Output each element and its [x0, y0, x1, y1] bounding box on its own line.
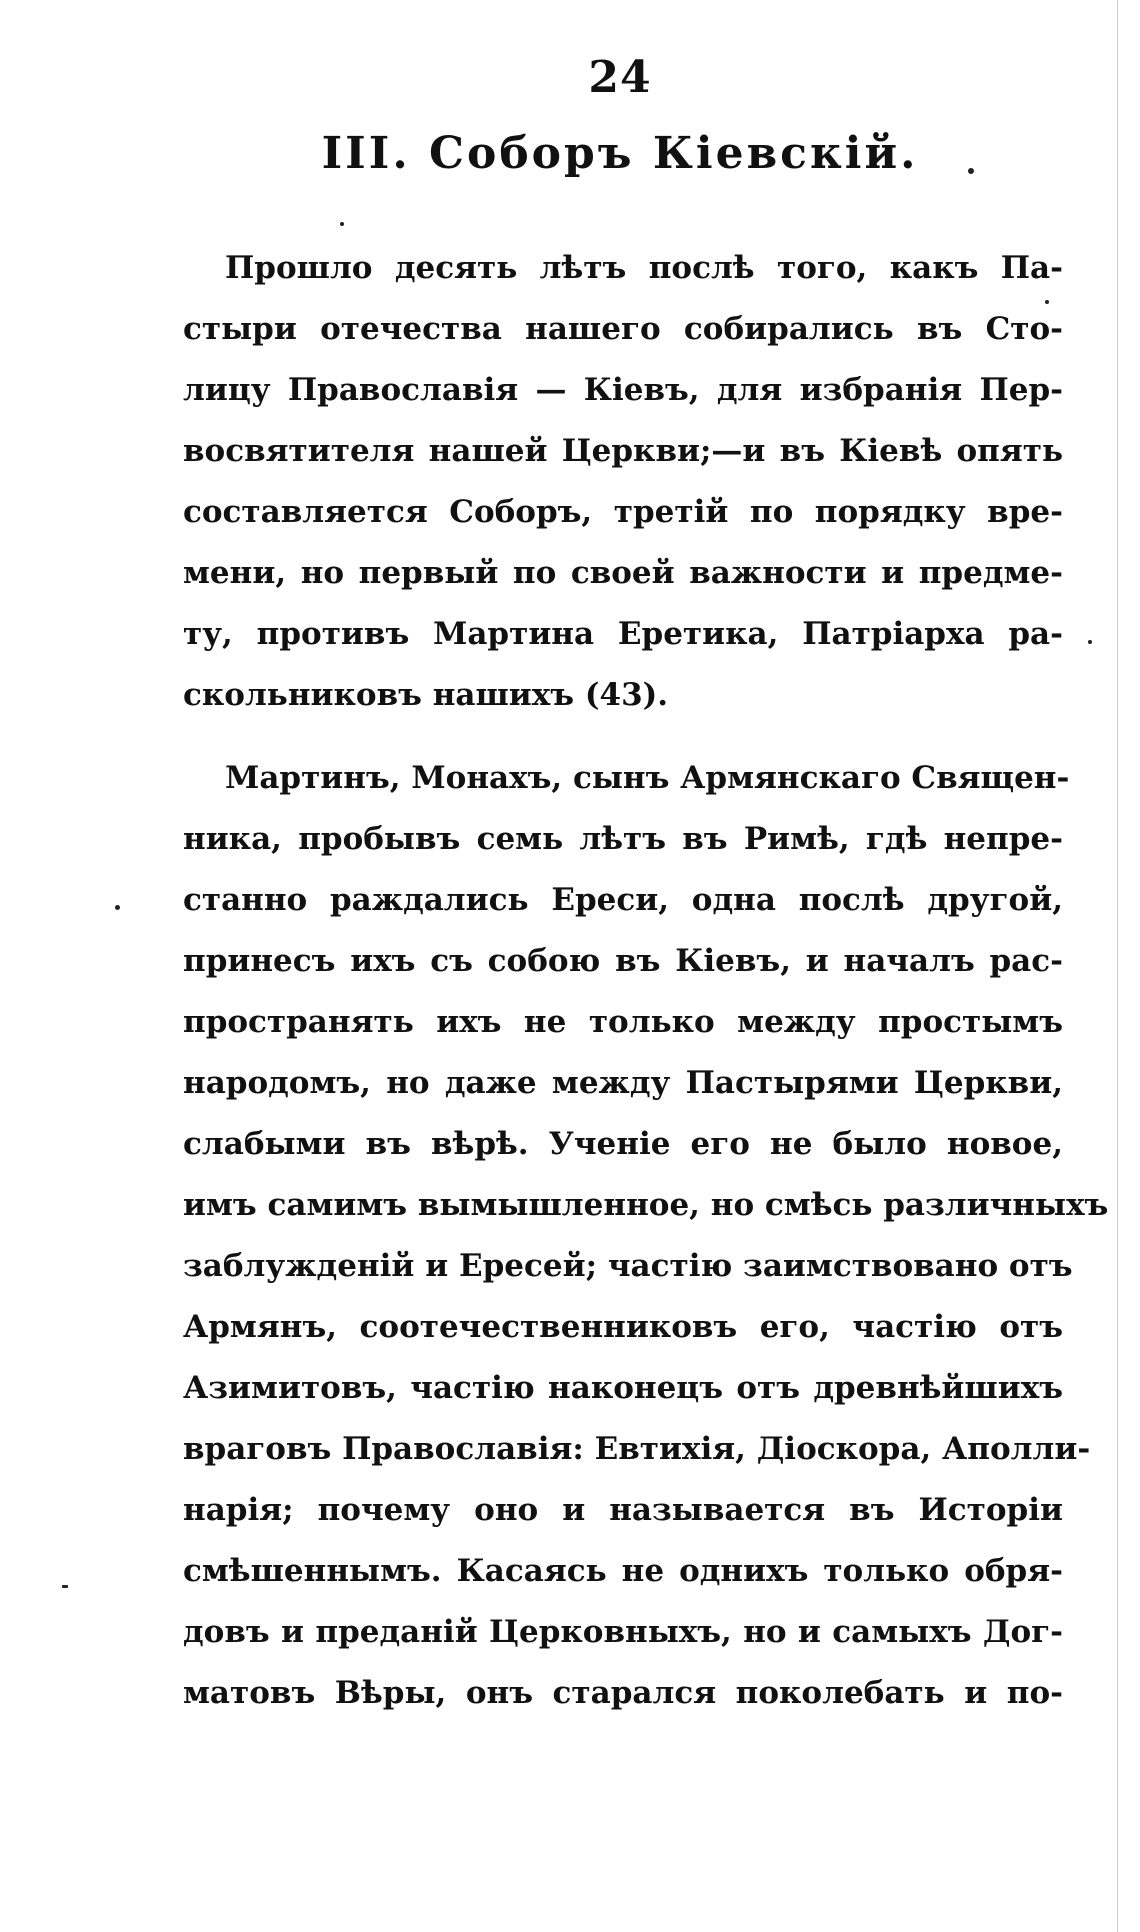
- text-line: заблужденій и Ересей; частію заимствовано отъ: [183, 1248, 1073, 1284]
- ink-speck: [115, 905, 120, 910]
- text-line: Азимитовъ, частію наконецъ отъ древнѣйшихъ: [183, 1370, 1063, 1406]
- text-line: ника, пробывъ семь лѣтъ въ Римѣ, гдѣ непре-: [183, 821, 1063, 857]
- chapter-title: III. Соборъ Кіевскій.: [321, 128, 919, 179]
- text-line: составляется Соборъ, третій по порядку вре-: [183, 494, 1063, 530]
- text-line: довъ и преданій Церковныхъ, но и самыхъ Дог-: [183, 1614, 1063, 1650]
- text-line: мени, но первый по своей важности и предме-: [183, 555, 1063, 591]
- paragraph-1: [183, 238, 1063, 726]
- text-line: смѣшеннымъ. Касаясь не однихъ только обря-: [183, 1553, 1063, 1589]
- text-line: восвятителя нашей Церкви;—и въ Кіевѣ опять: [183, 433, 1063, 469]
- text-line: имъ самимъ вымышленное, но смѣсь различныхъ: [183, 1187, 1109, 1223]
- ink-speck: [62, 1585, 68, 1588]
- ink-speck: [340, 222, 344, 226]
- page-number: 24: [588, 52, 652, 103]
- text-line: лицу Православія — Кіевъ, для избранія Пер-: [183, 372, 1063, 408]
- text-line: враговъ Православія: Евтихія, Діоскора, Аполли-: [183, 1431, 1091, 1467]
- text-line: слабыми въ вѣрѣ. Ученіе его не было новое,: [183, 1126, 1063, 1162]
- ink-speck: [1045, 300, 1049, 304]
- text-line: народомъ, но даже между Пастырями Церкви,: [183, 1065, 1063, 1101]
- ink-speck: [1088, 640, 1092, 644]
- text-line: стыри отечества нашего собирались въ Сто-: [183, 311, 1063, 347]
- page-edge-rule: [1117, 0, 1118, 1932]
- text-line: скольниковъ нашихъ (43).: [183, 677, 669, 713]
- text-line: принесъ ихъ съ собою въ Кіевъ, и началъ рас-: [183, 943, 1063, 979]
- paragraph-2: [183, 748, 1109, 1724]
- text-line: Мартинъ, Монахъ, сынъ Армянскаго Священ-: [225, 760, 1070, 796]
- body-text: [183, 238, 1109, 1746]
- text-line: станно раждались Ереси, одна послѣ другой,: [183, 882, 1063, 918]
- text-line: ту, противъ Мартина Еретика, Патріарха ра-: [183, 616, 1063, 652]
- ink-speck: [968, 168, 974, 174]
- text-line: Прошло десять лѣтъ послѣ того, какъ Па-: [225, 250, 1063, 286]
- text-line: пространять ихъ не только между простымъ: [183, 1004, 1063, 1040]
- text-line: Армянъ, соотечественниковъ его, частію отъ: [183, 1309, 1063, 1345]
- text-line: нарія; почему оно и называется въ Исторіи: [183, 1492, 1063, 1528]
- text-line: матовъ Вѣры, онъ старался поколебать и по-: [183, 1675, 1063, 1711]
